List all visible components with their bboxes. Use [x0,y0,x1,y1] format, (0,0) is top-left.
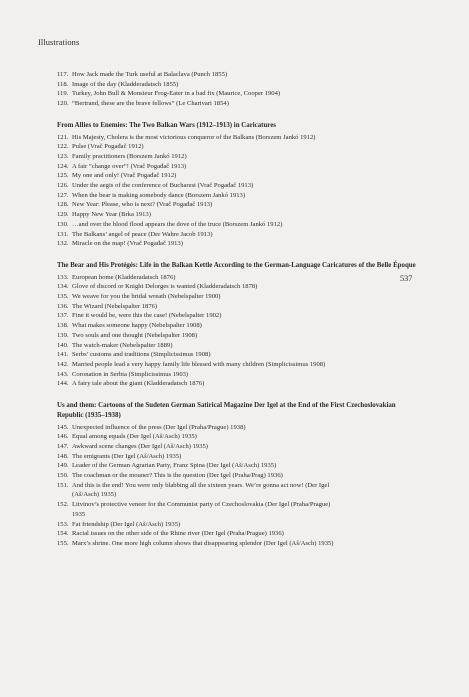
list-item-continuation: 1935 [72,510,86,518]
list-item [57,210,417,220]
list-item [57,331,417,341]
list-item [57,452,417,462]
item-number: 155. [57,539,69,547]
section-title: Us and them: Cartoons of the Sudeten German Satirical Magazine Der Igel at the End of the First Czechoslovakian Republic (1935–1938) [57,402,396,419]
item-caption: Awkward scene changes (Der Igel (Aš/Asch) 1935) [72,442,208,450]
item-caption: New Year: Please, who is next? (Vrač Pogađač 1913) [72,201,213,209]
item-number: 147. [57,442,69,450]
section [57,261,417,389]
list-item [57,152,417,162]
list-item [57,432,417,442]
item-caption: Pulse (Vrač Pogađač 1912) [72,143,144,151]
list-item [57,471,417,481]
page-number: 537 [400,274,413,283]
item-number: 134. [57,283,69,291]
item-number: 136. [57,302,69,310]
item-number: 130. [57,220,69,228]
item-caption: The coachman or the mouner? This is the question (Der Igel (Praha/Prag) 1936) [72,472,283,480]
list-item [57,379,417,389]
section [57,401,417,549]
item-caption: Coronation in Serbia (Simplicissimus 1903) [72,370,189,378]
item-number: 137. [57,312,69,320]
item-caption: Family practitioners (Borszem Jankó 1912) [72,152,187,160]
item-caption: “Bertrand, these are the brave fellows” (Le Charivari 1854) [72,100,229,108]
item-caption: Serbs’ customs and traditions (Simplicissimus 1908) [72,351,211,359]
item-caption: The watch-maker (Nebelspalter 1889) [72,341,173,349]
item-number: 148. [57,452,69,460]
item-number: 119. [57,90,69,98]
item-number: 142. [57,360,69,368]
list-item [57,70,417,80]
running-head: Illustrations [38,38,80,47]
item-number: 146. [57,433,69,441]
item-number: 128. [57,201,69,209]
item-number: 123. [57,152,69,160]
list-item [57,302,417,312]
item-number: 132. [57,240,69,248]
list-item [57,142,417,152]
list-item [57,191,417,201]
list-item [57,89,417,99]
list-item [57,481,417,491]
item-caption: Glove of discord or Knight Delorges is wanted (Kladderadatsch 1878) [72,283,258,291]
list-item [57,181,417,191]
item-number: 129. [57,211,69,219]
item-caption: The emigrants (Der Igel (Aš/Asch) 1935) [72,452,182,460]
item-number: 135. [57,293,69,301]
item-caption: His Majesty, Cholera is the most victorious conqueror of the Balkans (Borszem Jankó 1912) [72,133,316,141]
item-caption: And this is the end! You were only blabbing all the sixteen years. We’re gonna act now! (Der Igel [72,481,330,489]
item-number: 150. [57,472,69,480]
item-number: 154. [57,530,69,538]
item-caption: My one and only! (Vrač Pogađač 1912) [72,172,177,180]
item-number: 140. [57,341,69,349]
item-number: 127. [57,191,69,199]
item-number: 139. [57,331,69,339]
item-caption: Fine it would be, were this the case! (Nebelspalter 1902) [72,312,222,320]
list-item [57,162,417,172]
item-number: 117. [57,71,69,78]
item-number: 124. [57,162,69,170]
item-number: 131. [57,230,69,238]
item-number: 138. [57,322,69,330]
list-item [57,370,417,380]
item-caption: Image of the day (Kladderadatsch 1855) [72,80,179,88]
item-number: 152. [57,501,69,509]
item-caption: How Jack made the Turk useful at Balaclava (Punch 1855) [72,71,228,78]
item-caption: We weave for you the bridal wreath (Nebelspalter 1900) [72,293,221,301]
item-caption: When the bear is making somebody dance (Borszem Jankó 1913) [72,191,246,199]
item-number: 144. [57,380,69,388]
list-item [57,360,417,370]
item-number: 145. [57,423,69,431]
list-item [57,341,417,351]
item-number: 143. [57,370,69,378]
item-number: 121. [57,133,69,141]
list-item [57,282,417,292]
item-caption: Happy New Year (Brka 1913) [72,211,151,219]
list-item [57,200,417,210]
item-number: 125. [57,172,69,180]
item-caption: …and over the blood flood appears the dove of the truce (Borszem Jankó 1912) [72,220,283,228]
list-item [57,442,417,452]
section-title: The Bear and His Protégés: Life in the Balkan Kettle According to the German-Language Caricatures of the Belle Époque [57,261,416,269]
list-item [57,500,417,510]
item-number: 153. [57,520,69,528]
item-caption: Two souls and one thought (Nebelspalter 1908) [72,331,198,339]
list-item [57,99,417,109]
list-item [57,239,417,249]
item-caption: What makes someone happy (Nebelspalter 1908) [72,322,202,330]
item-caption: Leader of the German Agrarian Party, Franz Spina (Der Igel (Aš/Asch) 1935) [72,462,277,470]
list-item [57,220,417,230]
item-caption: The Wizard (Nebelspalter 1876) [72,302,158,310]
list-item-continuation: (Aš/Asch) 1935) [72,491,117,499]
item-caption: A fair “change over”! (Vrač Pogađač 1913) [72,162,187,170]
item-number: 122. [57,143,69,151]
item-caption: A fairy tale about the giant (Kladderadatsch 1876) [72,380,205,388]
item-caption: Miracle on the map! (Vrač Pogađač 1913) [72,240,183,248]
item-caption: Unexpected influence of the press (Der Igel (Praha/Prague) 1938) [72,423,246,431]
item-caption: Married people lead a very happy family life blessed with many children (Simplicissimus 1908) [72,360,326,368]
list-item [57,321,417,331]
item-number: 126. [57,182,69,190]
item-caption: European home (Kladderadatsch 1876) [72,273,176,281]
item-caption: Litvinov’s protective veneer for the Communist party of Czechoslovakia (Der Igel (Praha/Prague) [72,501,331,509]
list-item [57,311,417,321]
item-number: 120. [57,100,69,108]
item-caption: Racial issues on the other side of the Rhine river (Der Igel (Praha/Prague) 1936) [72,530,284,538]
section [57,121,417,249]
list-item [57,80,417,90]
item-number: 118. [57,80,69,88]
section [57,70,417,109]
item-caption: Fat friendship (Der Igel (Aš/Asch) 1935) [72,520,181,528]
list-item [57,461,417,471]
list-item [57,133,417,143]
list-item [57,230,417,240]
item-number: 133. [57,273,69,281]
item-caption: Under the aegis of the conference of Bucharest (Vrač Pogađač 1913) [72,182,254,190]
list-item [57,273,417,283]
list-item [57,171,417,181]
illustrations-list [57,70,417,561]
item-number: 149. [57,462,69,470]
item-number: 141. [57,351,69,359]
item-caption: Equal among equals (Der Igel (Aš/Asch) 1935) [72,433,197,441]
list-item [57,423,417,433]
item-caption: Turkey, John Bull & Monsieur Frog-Eater in a bad fix (Maurice, Cooper 1904) [72,90,281,98]
list-item [57,350,417,360]
item-caption: The Balkans’ angel of peace (Der Wahre Jacob 1913) [72,230,213,238]
section-title: From Allies to Enemies: The Two Balkan Wars (1912–1913) in Caricatures [57,121,276,129]
list-item [57,539,417,549]
list-item [57,292,417,302]
list-item [57,529,417,539]
item-number: 151. [57,481,69,489]
item-caption: Marx’s shrine. One more high column shows that disappearing splendor (Der Igel (Aš/Asch) 1935) [72,539,334,547]
list-item [57,520,417,530]
